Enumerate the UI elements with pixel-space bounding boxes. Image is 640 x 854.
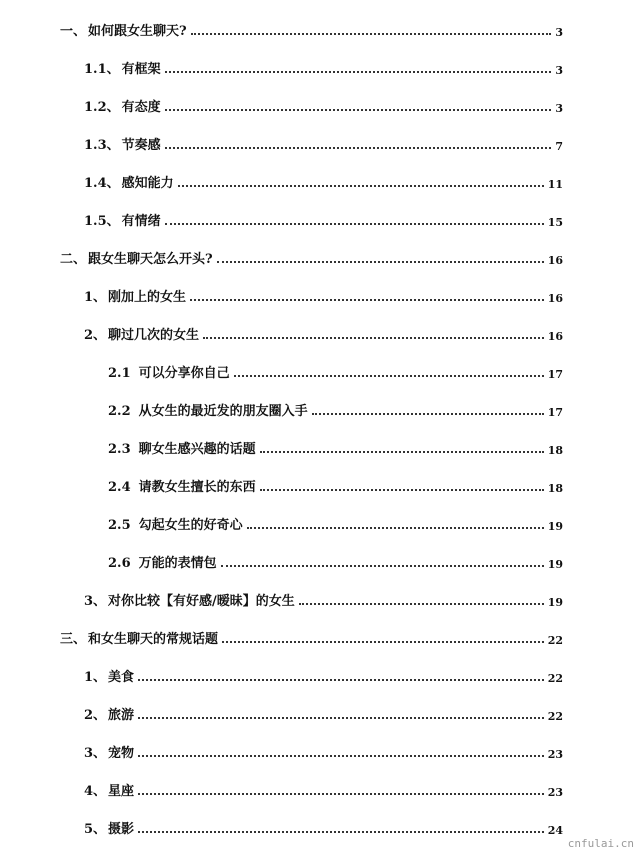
toc-page-number: 23 xyxy=(547,786,563,799)
toc-entry-text: 和女生聊天的常规话题 xyxy=(88,632,219,647)
dot-leader xyxy=(165,223,544,225)
toc-page-number: 22 xyxy=(547,634,563,647)
toc-entry-title xyxy=(108,481,256,494)
toc-entry[interactable] xyxy=(84,56,563,76)
toc-entry-text: 宠物 xyxy=(108,746,135,761)
dot-leader xyxy=(191,33,551,35)
watermark: cnfulai.cn xyxy=(567,837,634,850)
toc-entry[interactable] xyxy=(108,360,563,380)
dot-leader xyxy=(165,147,551,149)
toc-entry-number: 2.5 xyxy=(108,518,131,533)
toc-entry-text: 星座 xyxy=(108,784,135,799)
toc-page-number: 19 xyxy=(547,520,563,533)
toc-entry-text: 如何跟女生聊天? xyxy=(88,24,187,39)
toc-entry-number: 一、 xyxy=(60,24,87,39)
toc-entry[interactable] xyxy=(108,550,563,570)
toc-entry-text: 节奏感 xyxy=(121,138,161,153)
toc-entry-title xyxy=(84,595,295,608)
toc-entry-number: 1、 xyxy=(84,670,107,685)
toc-entry-text: 美食 xyxy=(108,670,135,685)
toc-page-number: 17 xyxy=(547,368,563,381)
toc-entry-title xyxy=(84,747,134,760)
toc-page-number: 7 xyxy=(555,140,563,153)
dot-leader xyxy=(178,185,544,187)
toc-entry-title xyxy=(84,139,161,152)
toc-entry-title xyxy=(108,519,243,532)
toc-entry[interactable] xyxy=(84,284,563,304)
toc-entry-title xyxy=(60,253,213,266)
toc-entry-title xyxy=(84,709,134,722)
toc-entry-number: 二、 xyxy=(60,252,87,267)
toc-entry-text: 聊女生感兴趣的话题 xyxy=(138,442,256,457)
toc-entry[interactable] xyxy=(84,132,563,152)
dot-leader xyxy=(312,413,544,415)
dot-leader xyxy=(221,565,544,567)
toc-page-number: 17 xyxy=(547,406,563,419)
toc-entry[interactable] xyxy=(60,626,563,646)
toc-page-number: 22 xyxy=(547,672,563,685)
dot-leader xyxy=(138,679,544,681)
dot-leader xyxy=(165,109,551,111)
toc-entry-number: 2、 xyxy=(84,708,107,723)
toc-entry-number: 1、 xyxy=(84,290,107,305)
toc-page-number: 3 xyxy=(555,102,563,115)
dot-leader xyxy=(190,299,544,301)
toc-entry[interactable] xyxy=(84,208,563,228)
toc-entry-title xyxy=(84,329,199,342)
toc-entry-title xyxy=(84,785,134,798)
dot-leader xyxy=(260,451,544,453)
toc-entry[interactable] xyxy=(60,246,563,266)
toc-entry-number: 1.3、 xyxy=(84,138,120,153)
toc-entry-number: 三、 xyxy=(60,632,87,647)
toc-page-number: 16 xyxy=(547,330,563,343)
toc-entry-text: 聊过几次的女生 xyxy=(108,328,200,343)
toc-entry[interactable] xyxy=(84,322,563,342)
toc-entry-number: 1.5、 xyxy=(84,214,120,229)
toc-entry-title xyxy=(60,25,187,38)
dot-leader xyxy=(138,755,544,757)
toc-entry-text: 万能的表情包 xyxy=(138,556,217,571)
toc-entry-title xyxy=(84,823,134,836)
toc-entry-number: 2.1 xyxy=(108,366,131,381)
toc-entry-title xyxy=(84,177,174,190)
toc-page-number: 19 xyxy=(547,558,563,571)
toc-entry-text: 请教女生擅长的东西 xyxy=(138,480,256,495)
toc-page-number: 16 xyxy=(547,292,563,305)
toc-page-number: 23 xyxy=(547,748,563,761)
toc-entry-number: 1.4、 xyxy=(84,176,120,191)
toc-entry[interactable] xyxy=(108,512,563,532)
toc-entry-number: 1.1、 xyxy=(84,62,120,77)
toc-entry-text: 可以分享你自己 xyxy=(138,366,230,381)
toc-page-number: 22 xyxy=(547,710,563,723)
dot-leader xyxy=(247,527,544,529)
dot-leader xyxy=(138,717,544,719)
toc-entry-number: 3、 xyxy=(84,594,107,609)
dot-leader xyxy=(138,831,544,833)
dot-leader xyxy=(234,375,544,377)
toc-entry[interactable] xyxy=(84,588,563,608)
toc-entry-title xyxy=(60,633,218,646)
toc-page-number: 18 xyxy=(547,444,563,457)
toc-entry-title xyxy=(84,215,161,228)
toc-entry-number: 2.2 xyxy=(108,404,131,419)
toc-entry-number: 2.3 xyxy=(108,442,131,457)
toc-entry-text: 勾起女生的好奇心 xyxy=(138,518,243,533)
toc-entry-text: 有情绪 xyxy=(121,214,161,229)
dot-leader xyxy=(203,337,544,339)
toc-entry-number: 2.6 xyxy=(108,556,131,571)
toc-entry-text: 有态度 xyxy=(121,100,161,115)
toc-entry-title xyxy=(84,63,161,76)
toc-entry[interactable] xyxy=(84,170,563,190)
toc-entry[interactable] xyxy=(108,436,563,456)
dot-leader xyxy=(299,603,544,605)
toc-page-number: 3 xyxy=(555,64,563,77)
toc-entry[interactable] xyxy=(84,778,563,798)
dot-leader xyxy=(165,71,551,73)
toc-page-number: 24 xyxy=(547,824,563,837)
toc-page-number: 19 xyxy=(547,596,563,609)
toc-entry[interactable] xyxy=(84,664,563,684)
toc-entry-number: 2、 xyxy=(84,328,107,343)
dot-leader xyxy=(260,489,544,491)
toc-entry-text: 旅游 xyxy=(108,708,135,723)
toc-entry-text: 感知能力 xyxy=(121,176,174,191)
toc-entry-title xyxy=(84,291,186,304)
toc-entry-text: 对你比较【有好感/暧昧】的女生 xyxy=(108,594,295,609)
toc-entry-text: 从女生的最近发的朋友圈入手 xyxy=(138,404,308,419)
toc-entry-number: 2.4 xyxy=(108,480,131,495)
toc-entry[interactable] xyxy=(108,398,563,418)
toc-entry-text: 有框架 xyxy=(121,62,161,77)
toc-page-number: 16 xyxy=(547,254,563,267)
toc-entry-number: 1.2、 xyxy=(84,100,120,115)
toc-entry[interactable] xyxy=(60,18,563,38)
toc-entry-title xyxy=(84,101,161,114)
toc-entry-number: 5、 xyxy=(84,822,107,837)
dot-leader xyxy=(138,793,544,795)
toc-entry-title xyxy=(108,405,308,418)
toc-entry-text: 刚加上的女生 xyxy=(108,290,187,305)
toc-entry-text: 摄影 xyxy=(108,822,135,837)
toc-entry-number: 4、 xyxy=(84,784,107,799)
toc-entry-number: 3、 xyxy=(84,746,107,761)
toc-entry-title xyxy=(108,557,217,570)
toc-page-number: 3 xyxy=(555,26,563,39)
toc-page-number: 11 xyxy=(547,178,563,191)
dot-leader xyxy=(217,261,544,263)
toc-entry[interactable] xyxy=(84,740,563,760)
toc-entry[interactable] xyxy=(84,702,563,722)
toc-entry-text: 跟女生聊天怎么开头? xyxy=(88,252,213,267)
toc-entry[interactable] xyxy=(84,94,563,114)
toc-entry[interactable] xyxy=(84,816,563,836)
toc-page-number: 18 xyxy=(547,482,563,495)
toc-page-number: 15 xyxy=(547,216,563,229)
toc-entry-title xyxy=(108,443,256,456)
toc-entry-title xyxy=(108,367,230,380)
dot-leader xyxy=(222,641,544,643)
toc-entry-title xyxy=(84,671,134,684)
toc-entry[interactable] xyxy=(108,474,563,494)
